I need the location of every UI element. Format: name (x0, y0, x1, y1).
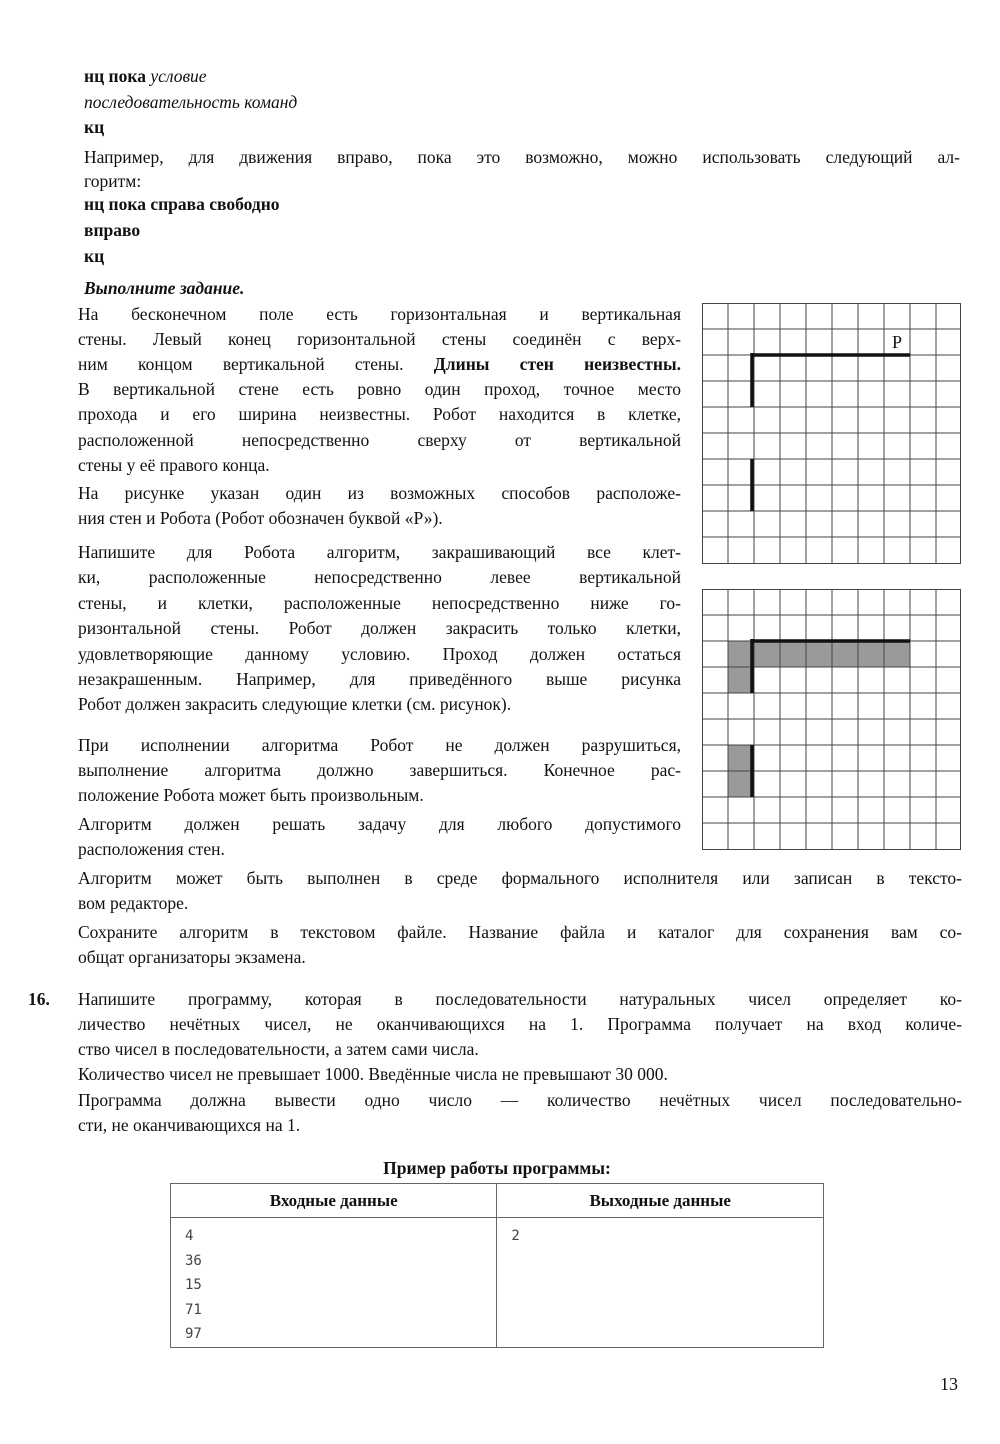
task-text-line: расположенной непосредственно сверху от вертикальной (78, 430, 681, 450)
task-text-line: Алгоритм может быть выполнен в среде формального исполнителя или записан в тексто- (78, 868, 962, 888)
task-text-line: удовлетворяющие данному условию. Проход должен остаться (78, 644, 681, 664)
task-text-line (78, 352, 681, 377)
task-text-fragment: ним концом вертикальной стены. (78, 354, 404, 374)
task-text-line: Сохраните алгоритм в текстовом файле. Название файла и каталог для сохранения вам со- (78, 922, 962, 942)
task-heading: Выполните задание. (84, 278, 245, 298)
task-text-line: ризонтальной стены. Робот должен закрасить только клетки, (78, 618, 681, 638)
robot-field-grid-initial (702, 303, 962, 565)
task-text-line: Напишите для Робота алгоритм, закрашивающий все клет- (78, 542, 681, 562)
example-code-line-3: кц (84, 246, 105, 266)
table-header-input: Входные данные (171, 1184, 497, 1218)
table-header-output: Выходные данные (497, 1184, 824, 1218)
task-text-line: На рисунке указан один из возможных способов расположе- (78, 483, 681, 503)
table-cell-input (171, 1218, 497, 1348)
robot-field-grid-painted (702, 589, 962, 851)
question-number: 16. (28, 989, 50, 1009)
table-cell-output (497, 1218, 824, 1348)
robot-marker: Р (891, 332, 903, 352)
question-text-line: личество нечётных чисел, не оканчивающихся на 1. Программа получает на вход количе- (78, 1014, 962, 1034)
example-intro-line-2: горитм: (84, 171, 142, 191)
syntax-line-2: последовательность команд (84, 92, 298, 112)
task-text-line: положение Робота может быть произвольным. (78, 785, 424, 805)
task-text-line: ки, расположенные непосредственно левее вертикальной (78, 567, 681, 587)
task-text-line: вом редакторе. (78, 893, 189, 913)
output-data: 2 (511, 1228, 520, 1244)
task-text-line: незакрашенным. Например, для приведённого выше рисунка (78, 669, 681, 689)
syntax-line-1 (84, 64, 207, 89)
task-text-line: выполнение алгоритма должно завершиться. Конечное рас- (78, 760, 681, 780)
task-text-line: стены, и клетки, расположенные непосредственно ниже го- (78, 593, 681, 613)
task-text-line: стены. Левый конец горизонтальной стены соединён с верх- (78, 329, 681, 349)
question-text-line: Программа должна вывести одно число — количество нечётных чисел последовательно- (78, 1090, 962, 1110)
task-text-line: При исполнении алгоритма Робот не должен разрушиться, (78, 735, 681, 755)
question-text-line: сти, не оканчивающихся на 1. (78, 1115, 301, 1135)
task-text-line: На бесконечном поле есть горизонтальная и вертикальная (78, 304, 681, 324)
syntax-keyword: нц пока (84, 66, 146, 86)
task-text-line: стены у её правого конца. (78, 455, 270, 475)
task-text-line: В вертикальной стене есть ровно один проход, точное место (78, 379, 681, 399)
page-number: 13 (940, 1374, 958, 1394)
syntax-line-3: кц (84, 117, 105, 137)
task-text-line: Алгоритм должен решать задачу для любого допустимого (78, 814, 681, 834)
question-text-line: Количество чисел не превышает 1000. Введённые числа не превышают 30 000. (78, 1064, 668, 1084)
question-text-line: ство чисел в последовательности, а затем сами числа. (78, 1039, 479, 1059)
syntax-condition: условие (150, 66, 207, 86)
task-text-line: расположения стен. (78, 839, 225, 859)
task-text-line: ния стен и Робота (Робот обозначен буквой «Р»). (78, 508, 443, 528)
example-intro-line-1: Например, для движения вправо, пока это возможно, можно использовать следующий ал- (84, 147, 960, 167)
example-table (170, 1183, 824, 1348)
example-code-line-2: вправо (84, 220, 141, 240)
question-text-line: Напишите программу, которая в последовательности натуральных чисел определяет ко- (78, 989, 962, 1009)
input-data: 4 36 15 71 97 (185, 1228, 202, 1342)
example-table-caption: Пример работы программы: (383, 1158, 611, 1178)
task-text-line: Робот должен закрасить следующие клетки (см. рисунок). (78, 694, 512, 714)
example-code-line-1: нц пока справа свободно (84, 194, 280, 214)
task-text-line: прохода и его ширина неизвестны. Робот находится в клетке, (78, 404, 681, 424)
task-text-bold: Длины стен неизвестны. (433, 354, 681, 374)
task-text-line: общат организаторы экзамена. (78, 947, 306, 967)
